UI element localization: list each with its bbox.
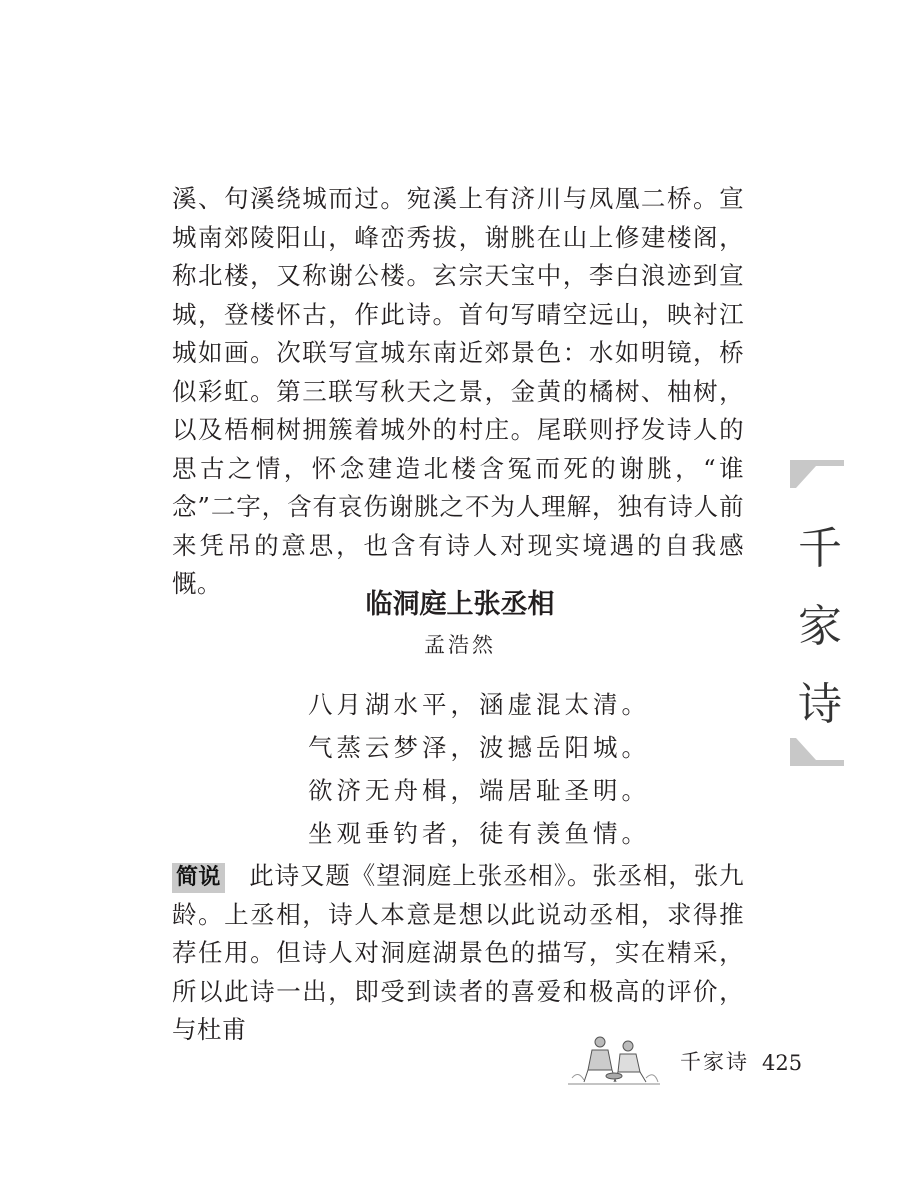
side-section-tab (790, 460, 844, 766)
footer-page-number: 425 (762, 1051, 803, 1075)
footer-illustration (566, 1030, 662, 1086)
side-tab-char-1: 千 (798, 523, 842, 574)
tab-top-bracket (790, 460, 844, 488)
side-tab-char-2: 家 (798, 601, 842, 652)
commentary-text: 此诗又题《望洞庭上张丞相》。张丞相，张九龄。上丞相，诗人本意是想以此说动丞相，求得推荐任用。但诗人对洞庭湖景色的描写，实在精采，所以此诗一出，即受到读者的喜爱和极高的评价，与杜甫 (172, 861, 744, 1044)
footer-book-title: 千家诗 (680, 1050, 749, 1074)
tab-bottom-bracket (790, 738, 844, 766)
intro-paragraph: 溪、句溪绕城而过。宛溪上有济川与凤凰二桥。宣城南郊陵阳山，峰峦秀拔，谢朓在山上修建楼阁，称北楼，又称谢公楼。玄宗天宝中，李白浪迹到宣城，登楼怀古，作此诗。首句写晴空远山，映衬江城如画。次联写宣城东南近郊景色：水如明镜，桥似彩虹。第三联写秋天之景，金黄的橘树、柚树，以及梧桐树拥簇着城外的村庄。尾联则抒发诗人的思古之情，怀念建造北楼含冤而死的谢朓，“谁念”二字，含有哀伤谢朓之不为人理解，独有诗人前来凭吊的意思，也含有诗人对现实境遇的自我感慨。 (172, 184, 744, 598)
poem-line-3: 欲济无舟楫，端居耻圣明。 (308, 776, 650, 805)
poem-line-2: 气蒸云梦泽，波撼岳阳城。 (308, 733, 650, 762)
side-tab-text (790, 510, 850, 744)
poem-title: 临洞庭上张丞相 (365, 589, 555, 620)
side-tab-char-3: 诗 (798, 679, 842, 730)
poem-line-1: 八月湖水平，涵虚混太清。 (308, 690, 650, 719)
poem-body (308, 683, 650, 855)
poem-line-4: 坐观垂钓者，徒有羡鱼情。 (308, 819, 650, 848)
commentary-paragraph (172, 857, 744, 1050)
poem-author: 孟浩然 (424, 633, 496, 657)
commentary-label: 简说 (172, 863, 225, 893)
